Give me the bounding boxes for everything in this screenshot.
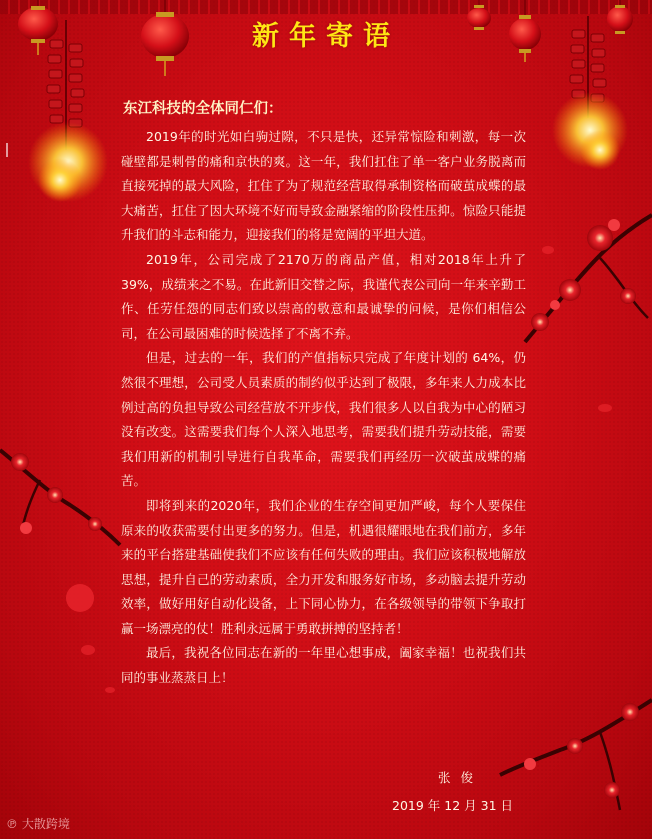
page-title: 新年寄语 — [252, 21, 400, 52]
paragraph: 2019年，公司完成了2170万的商品产值，相对2018年上升了39%，成绩来之不易。在此新旧交替之际，我谨代表公司向一年来辛勤工作、任劳任怨的同志们致以崇高的敬意和最诚挚的问候，是你们相信公司，在公司最困难的时候选择了不离不弃。 — [121, 251, 526, 341]
top-lattice-border — [0, 0, 652, 14]
text-cursor — [6, 143, 8, 157]
greeting: 东江科技的全体同仁们： — [123, 100, 283, 117]
watermark-logo-icon: ℗ — [6, 817, 22, 831]
watermark-text: 大散跨境 — [21, 817, 70, 831]
paragraph: 2019年的时光如白驹过隙，不只是快，还异常惊险和刺激，每一次碰壁都是刺骨的痛和京快的爽。这一年，我们扛住了单一客户业务脱离而直接死掉的最大风险，扛住了为了规范经营取得承制资格而破茧成蝶的最大痛苦，扛住了因大环境不好而导致金融紧缩的阶段性压抑。惊险只能提升我们的斗志和能力，迎接我们的将是宽阔的平坦大道。 — [121, 129, 526, 243]
paragraph: 但是，过去的一年，我们的产值指标只完成了年度计划的 64%，仍然很不理想，公司受人员素质的制约似乎达到了极限，多年来人力成本比例过高的负担导致公司经营放不开步伐，我们很多人以自我为中心的陋习没有改变。这需要我们每个人深入地思考，需要我们提升劳动技能，需要我们用新的机制引导进行自我革命，需要我们再经历一次破茧成蝶的痛苦。 — [121, 350, 526, 489]
letter-body — [121, 125, 526, 691]
paragraph: 即将到来的2020年，我们企业的生存空间更加严峻，每个人要保住原来的收获需要付出更多的努力。但是，机遇很耀眼地在我们前方，多年来的平台搭建基础使我们不应该有任何失败的理由。我们应该积极地解放思想，提升自己的劳动素质，全力开发和服务好市场，多动脑去提升劳动效率，做好用好自动化设备，上下同心协力，在各级领导的带领下争取打赢一场漂亮的仗！胜利永远属于勇敢拼搏的坚持者！ — [121, 497, 526, 636]
signature: 张 俊 — [438, 770, 476, 785]
watermark — [6, 815, 70, 832]
letter-date: 2019 年 12 月 31 日 — [392, 798, 513, 813]
paragraph: 最后，我祝各位同志在新的一年里心想事成，阖家幸福！也祝我们共同的事业蒸蒸日上！ — [121, 645, 526, 686]
